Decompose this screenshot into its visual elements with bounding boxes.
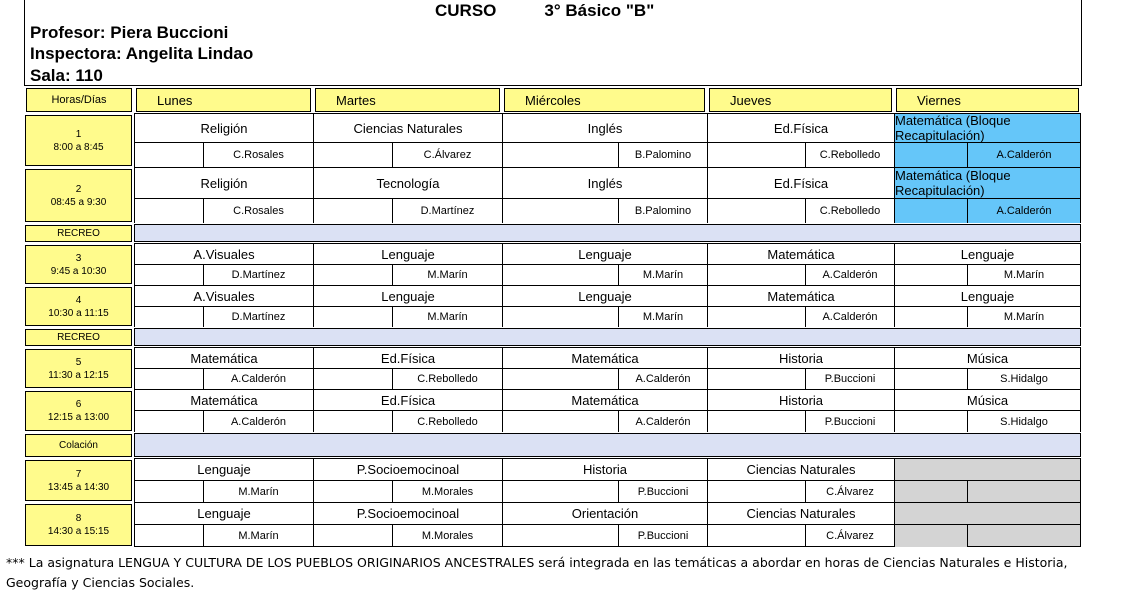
teacher-cell: M.Morales (392, 524, 502, 547)
subject-cell: Ed.Física (707, 167, 894, 198)
empty-cell (707, 410, 805, 432)
empty-cell (894, 142, 967, 167)
teacher-cell: M.Marín (967, 306, 1081, 327)
block-number: 3 (75, 252, 82, 264)
teacher-cell: S.Hidalgo (967, 410, 1081, 432)
teacher-cell: C.Álvarez (805, 524, 894, 547)
subject-cell: Lenguaje (134, 458, 313, 480)
empty-cell (894, 368, 967, 389)
empty-cell (502, 264, 618, 285)
empty-cell (502, 198, 618, 223)
subject-cell: Inglés (502, 113, 707, 142)
empty-cell (313, 480, 392, 502)
hour-cell-3 (25, 245, 132, 284)
day-header-1: Martes (315, 88, 500, 112)
block-number: 5 (75, 356, 82, 368)
teacher-cell: S.Hidalgo (967, 368, 1081, 389)
empty-cell (894, 306, 967, 327)
subject-cell: Religión (134, 167, 313, 198)
teacher-cell: C.Álvarez (392, 142, 502, 167)
block-number: 2 (75, 183, 82, 195)
empty-cell (134, 524, 203, 547)
teacher-cell: M.Marín (203, 480, 313, 502)
day-header-3: Jueves (709, 88, 892, 112)
block-time: 9:45 a 10:30 (50, 265, 107, 277)
subject-cell: Historia (707, 389, 894, 410)
teacher-cell: M.Marín (967, 264, 1081, 285)
subject-cell: Matemática (707, 285, 894, 306)
recreo-label-1: RECREO (25, 225, 132, 242)
subject-cell: Matemática (502, 347, 707, 368)
course-value: 3° Básico "B" (544, 1, 655, 20)
empty-cell (502, 306, 618, 327)
empty-cell (134, 142, 203, 167)
empty-cell (313, 368, 392, 389)
subject-cell: Inglés (502, 167, 707, 198)
teacher-cell: M.Marín (392, 264, 502, 285)
subject-cell: Música (894, 389, 1081, 410)
room-line: Sala: 110 (30, 66, 103, 85)
teacher-cell: A.Calderón (618, 368, 707, 389)
subject-cell: Lenguaje (502, 243, 707, 264)
hour-cell-1 (25, 115, 132, 166)
block-number: 6 (75, 399, 82, 410)
break-row (134, 224, 1081, 242)
block-time: 13:45 a 14:30 (47, 481, 110, 493)
empty-cell (894, 410, 967, 432)
empty-cell (707, 306, 805, 327)
empty-cell (313, 306, 392, 327)
teacher-cell: M.Marín (203, 524, 313, 547)
subject-cell: Matemática (502, 389, 707, 410)
subject-cell: P.Socioemocinoal (313, 502, 502, 524)
teacher-cell: C.Álvarez (805, 480, 894, 502)
block-number: 4 (75, 294, 82, 306)
empty-cell (707, 480, 805, 502)
subject-cell: Lenguaje (313, 285, 502, 306)
empty-cell (707, 264, 805, 285)
block-number: 7 (75, 468, 82, 480)
subject-cell: Matemática (Bloque Recapitulación) (894, 167, 1081, 198)
subject-cell: P.Socioemocinoal (313, 458, 502, 480)
teacher-cell: A.Calderón (203, 368, 313, 389)
empty-cell (313, 410, 392, 432)
teacher-cell: C.Rebolledo (805, 142, 894, 167)
subject-cell: Religión (134, 113, 313, 142)
teacher-cell: P.Buccioni (805, 410, 894, 432)
subject-cell: Ciencias Naturales (707, 502, 894, 524)
empty-cell (502, 142, 618, 167)
hour-cell-4 (25, 287, 132, 326)
empty-cell (313, 142, 392, 167)
teacher-cell: P.Buccioni (618, 524, 707, 547)
empty-cell (134, 368, 203, 389)
day-header-2: Miércoles (504, 88, 705, 112)
empty-cell (707, 524, 805, 547)
break-row (134, 328, 1081, 346)
teacher-cell: A.Calderón (967, 142, 1081, 167)
teacher-cell: C.Rosales (203, 142, 313, 167)
subject-cell: Tecnología (313, 167, 502, 198)
empty-cell (502, 368, 618, 389)
subject-cell: Matemática (134, 389, 313, 410)
empty-cell (502, 480, 618, 502)
subject-cell: Ed.Física (313, 347, 502, 368)
empty-cell (502, 524, 618, 547)
subject-cell: Lenguaje (894, 243, 1081, 264)
teacher-cell: M.Marín (618, 264, 707, 285)
schedule-header (24, 0, 1082, 86)
empty-cell (707, 368, 805, 389)
empty-cell (313, 264, 392, 285)
teacher-cell: A.Calderón (203, 410, 313, 432)
course-title (435, 1, 654, 21)
subject-cell: Matemática (707, 243, 894, 264)
empty-cell (502, 410, 618, 432)
empty-cell (313, 198, 392, 223)
teacher-cell: A.Calderón (805, 264, 894, 285)
teacher-cell: M.Marín (392, 306, 502, 327)
subject-cell: Historia (707, 347, 894, 368)
empty-cell (134, 306, 203, 327)
empty-cell (134, 480, 203, 502)
teacher-line: Profesor: Piera Buccioni (30, 23, 229, 42)
subject-cell: Lenguaje (134, 502, 313, 524)
block-time: 11:30 a 12:15 (48, 369, 109, 381)
block-time: 14:30 a 15:15 (47, 526, 110, 537)
empty-cell (134, 198, 203, 223)
block-time: 10:30 a 11:15 (48, 307, 109, 319)
empty-cell (313, 524, 392, 547)
schedule-table (24, 87, 1084, 553)
hour-cell-5 (25, 349, 132, 388)
teacher-cell: A.Calderón (805, 306, 894, 327)
teacher-cell: D.Martínez (203, 306, 313, 327)
empty-cell (967, 480, 1081, 502)
teacher-cell: C.Rebolledo (805, 198, 894, 223)
teacher-cell: P.Buccioni (618, 480, 707, 502)
subject-cell: A.Visuales (134, 285, 313, 306)
break-row (134, 433, 1081, 457)
hour-cell-2 (25, 169, 132, 222)
empty-cell (134, 264, 203, 285)
empty-cell (894, 458, 1081, 480)
day-header-4: Viernes (896, 88, 1079, 112)
subject-cell: Lenguaje (313, 243, 502, 264)
teacher-cell: A.Calderón (967, 198, 1081, 223)
hour-cell-8 (25, 504, 132, 546)
block-time: 8:00 a 8:45 (53, 141, 104, 153)
subject-cell: Ed.Física (707, 113, 894, 142)
subject-cell: Historia (502, 458, 707, 480)
subject-cell: Matemática (Bloque Recapitulación) (894, 113, 1081, 142)
recreo-label-2: RECREO (25, 329, 132, 346)
subject-cell: Música (894, 347, 1081, 368)
empty-cell (894, 480, 967, 502)
corner-header: Horas/Días (26, 88, 132, 112)
colacion-label: Colación (25, 434, 132, 457)
course-label: CURSO (435, 1, 497, 20)
block-number: 8 (75, 513, 82, 524)
teacher-cell: P.Buccioni (805, 368, 894, 389)
empty-cell (707, 142, 805, 167)
subject-cell: Matemática (134, 347, 313, 368)
day-header-0: Lunes (136, 88, 311, 112)
empty-cell (707, 198, 805, 223)
empty-cell (894, 524, 967, 547)
teacher-cell: C.Rosales (203, 198, 313, 223)
teacher-cell: A.Calderón (618, 410, 707, 432)
hour-cell-6 (25, 391, 132, 431)
teacher-cell: B.Palomino (618, 142, 707, 167)
footnote: *** La asignatura LENGUA Y CULTURA DE LOS PUEBLOS ORIGINARIOS ANCESTRALES será integrada en las temáticas a abordar en horas de Ciencias Naturales e Historia, Geografía y Ciencias Sociales. (6, 555, 1068, 590)
empty-cell (894, 502, 1081, 524)
subject-cell: Ciencias Naturales (707, 458, 894, 480)
inspector-line: Inspectora: Angelita Lindao (30, 44, 254, 63)
empty-cell (134, 410, 203, 432)
teacher-cell: C.Rebolledo (392, 368, 502, 389)
subject-cell: Ed.Física (313, 389, 502, 410)
subject-cell: Orientación (502, 502, 707, 524)
subject-cell: A.Visuales (134, 243, 313, 264)
teacher-cell: C.Rebolledo (392, 410, 502, 432)
block-number: 1 (75, 128, 82, 140)
teacher-cell: M.Morales (392, 480, 502, 502)
teacher-cell: M.Marín (618, 306, 707, 327)
hour-cell-7 (25, 460, 132, 501)
subject-cell: Lenguaje (894, 285, 1081, 306)
subject-cell: Ciencias Naturales (313, 113, 502, 142)
teacher-cell: B.Palomino (618, 198, 707, 223)
empty-cell (894, 198, 967, 223)
empty-cell (967, 524, 1081, 547)
subject-cell: Lenguaje (502, 285, 707, 306)
block-time: 12:15 a 13:00 (47, 412, 110, 423)
teacher-cell: D.Martínez (203, 264, 313, 285)
block-time: 08:45 a 9:30 (50, 196, 107, 208)
empty-cell (894, 264, 967, 285)
teacher-cell: D.Martínez (392, 198, 502, 223)
